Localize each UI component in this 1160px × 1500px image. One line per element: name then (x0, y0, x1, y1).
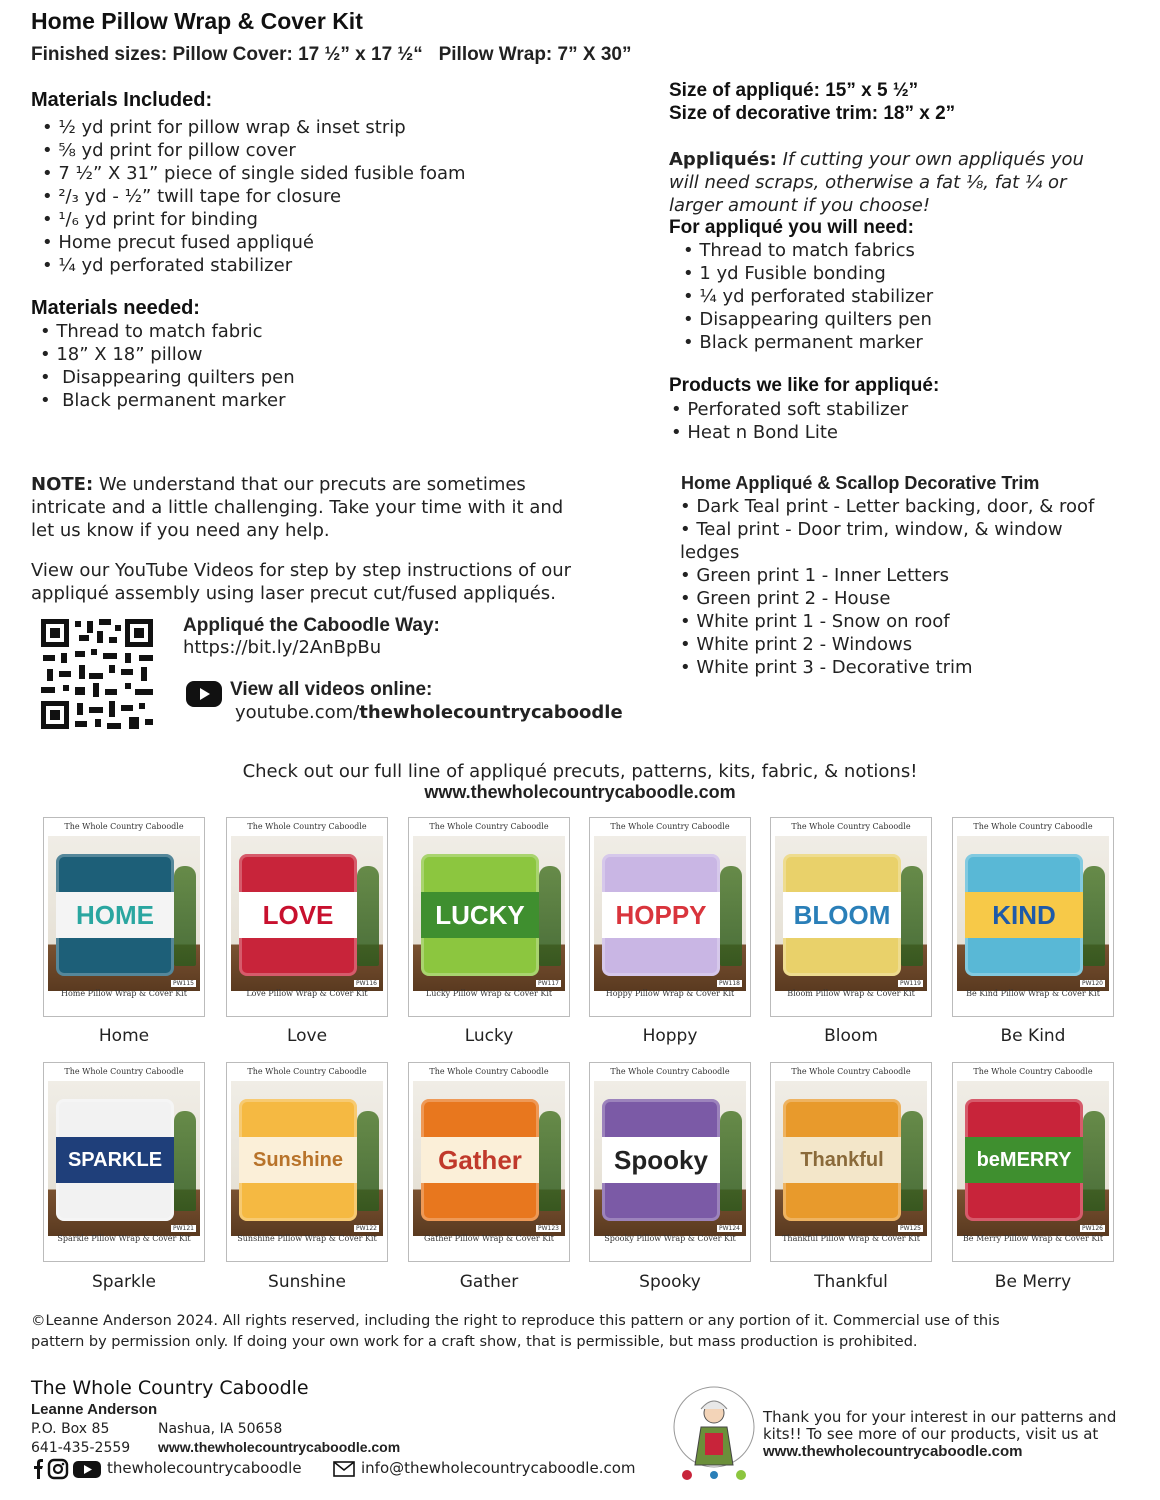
materials-needed-heading: Materials needed: (31, 297, 200, 319)
email[interactable]: info@thewholecountrycaboodle.com (361, 1459, 636, 1477)
applique-size: Size of appliqué: 15” x 5 ½” (669, 80, 919, 101)
product-card[interactable] (589, 1062, 751, 1262)
note-label: NOTE: (31, 474, 94, 495)
product-photo (594, 1081, 746, 1236)
mail-icon (333, 1461, 355, 1477)
pillow-word: Gather (421, 1137, 539, 1183)
product-label: Be Kind (1000, 1026, 1066, 1046)
decor-plant (174, 866, 196, 966)
contact-name: Leanne Anderson (31, 1401, 158, 1418)
pillow-image (602, 1099, 720, 1221)
kit-title: Spooky Pillow Wrap & Cover Kit (604, 1234, 736, 1243)
pillow-word: Spooky (602, 1137, 720, 1183)
product-card[interactable] (770, 817, 932, 1017)
product-photo (957, 1081, 1109, 1236)
list-item: • ¼ yd perforated stabilizer (683, 285, 933, 308)
caboodle-way-title: Appliqué the Caboodle Way: (183, 615, 440, 636)
brand-label: The Whole Country Caboodle (791, 822, 911, 831)
product-label: Love (286, 1026, 328, 1046)
materials-included-heading: Materials Included: (31, 89, 213, 111)
kit-title: Sunshine Pillow Wrap & Cover Kit (237, 1234, 377, 1243)
decor-plant (720, 1111, 742, 1211)
pillow-image (602, 854, 720, 976)
list-item: • Disappearing quilters pen (683, 308, 933, 331)
kit-title: Lucky Pillow Wrap & Cover Kit (425, 989, 553, 998)
appliques-note: Appliqués: If cutting your own appliqués you will need scraps, otherwise a fat ⅛, fat ¼ or larger amount if you choose! (669, 149, 1084, 216)
pillow-word: Thankful (783, 1137, 901, 1183)
product-card[interactable] (43, 817, 205, 1017)
social-icons (31, 1458, 103, 1480)
decor-plant (901, 1111, 923, 1211)
list-item: • Thread to match fabrics (683, 239, 933, 262)
company-name: The Whole Country Caboodle (31, 1377, 309, 1399)
product-photo (957, 836, 1109, 991)
list-item: • ¹/₆ yd print for binding (42, 208, 466, 231)
product-code: PW119 (899, 980, 921, 987)
pillow-image (421, 1099, 539, 1221)
product-code: PW120 (1081, 980, 1103, 987)
finished-sizes: Finished sizes: Pillow Cover: 17 ½” x 17 ½“ Pillow Wrap: 7” X 30” (31, 44, 632, 65)
kit-title: Love Pillow Wrap & Cover Kit (246, 989, 368, 998)
product-code: PW121 (172, 1225, 194, 1232)
brand-label: The Whole Country Caboodle (610, 822, 730, 831)
product-photo (413, 1081, 565, 1236)
product-photo (231, 836, 383, 991)
brand-label: The Whole Country Caboodle (64, 1067, 184, 1076)
catalog-url[interactable]: www.thewholecountrycaboodle.com (424, 782, 736, 802)
product-code: PW122 (355, 1225, 377, 1232)
list-item: • Disappearing quilters pen (40, 366, 295, 389)
product-code: PW126 (1081, 1225, 1103, 1232)
note-block: NOTE: We understand that our precuts are sometimes intricate and a little challenging. Take your time with it and let us know if you need any help. (31, 474, 564, 541)
catalog-line: Check out our full line of appliqué precuts, patterns, kits, fabric, & notions! (242, 761, 918, 782)
brand-label: The Whole Country Caboodle (64, 822, 184, 831)
brand-label: The Whole Country Caboodle (791, 1067, 911, 1076)
list-item: • ⅝ yd print for pillow cover (42, 139, 466, 162)
product-label: Lucky (464, 1026, 514, 1046)
youtube-icon[interactable] (186, 681, 222, 707)
fabric-key-heading: Home Appliqué & Scallop Decorative Trim (681, 473, 1040, 493)
kit-title: Hoppy Pillow Wrap & Cover Kit (605, 989, 735, 998)
brand-label: The Whole Country Caboodle (429, 822, 549, 831)
decor-plant (357, 1111, 379, 1211)
pillow-image (239, 1099, 357, 1221)
product-label: Thankful (814, 1272, 888, 1292)
product-label: Sparkle (91, 1272, 156, 1292)
pillow-image (783, 1099, 901, 1221)
qr-code (39, 617, 157, 731)
product-card[interactable] (770, 1062, 932, 1262)
materials-included-list (42, 116, 466, 277)
product-code: PW115 (172, 980, 194, 987)
product-card[interactable] (226, 817, 388, 1017)
product-photo (775, 836, 927, 991)
decor-plant (539, 1111, 561, 1211)
list-item: • Heat n Bond Lite (671, 421, 908, 444)
list-item: • Perforated soft stabilizer (671, 398, 908, 421)
pillow-word: KIND (965, 892, 1083, 938)
brand-label: The Whole Country Caboodle (247, 822, 367, 831)
facebook-icon (34, 1459, 43, 1479)
product-card[interactable] (589, 817, 751, 1017)
list-item: • 18” X 18” pillow (40, 343, 295, 366)
pillow-image (783, 854, 901, 976)
product-code: PW116 (355, 980, 377, 987)
youtube-intro: View our YouTube Videos for step by step instructions of our appliqué assembly using laser precut cut/fused appliqués. (31, 560, 572, 604)
kit-title: Gather Pillow Wrap & Cover Kit (424, 1234, 554, 1243)
decor-plant (720, 866, 742, 966)
product-photo (594, 836, 746, 991)
youtube-small-icon (73, 1461, 101, 1478)
decor-plant (174, 1111, 196, 1211)
list-item: • ½ yd print for pillow wrap & inset strip (42, 116, 466, 139)
product-label: Spooky (639, 1272, 701, 1292)
pillow-word: SPARKLE (56, 1137, 174, 1183)
brand-label: The Whole Country Caboodle (429, 1067, 549, 1076)
pillow-word: HOME (56, 892, 174, 938)
decor-plant (1083, 1111, 1105, 1211)
product-code: PW125 (899, 1225, 921, 1232)
brand-label: The Whole Country Caboodle (973, 1067, 1093, 1076)
kit-title: Home Pillow Wrap & Cover Kit (60, 989, 187, 998)
social-handle[interactable]: thewholecountrycaboodle (107, 1459, 302, 1477)
footer-web[interactable]: www.thewholecountrycaboodle.com (158, 1439, 401, 1455)
pillow-image (965, 1099, 1083, 1221)
caboodle-way-link[interactable]: https://bit.ly/2AnBpBu (183, 637, 382, 658)
page-title: Home Pillow Wrap & Cover Kit (31, 8, 363, 34)
brand-label: The Whole Country Caboodle (247, 1067, 367, 1076)
pillow-word: BLOOM (783, 892, 901, 938)
materials-needed-list (40, 320, 295, 412)
product-photo (48, 1081, 200, 1236)
all-videos-title: View all videos online: (230, 679, 433, 700)
kit-title: Thankful Pillow Wrap & Cover Kit (782, 1234, 920, 1243)
product-code: PW124 (718, 1225, 740, 1232)
decor-plant (357, 866, 379, 966)
pillow-word: Sunshine (239, 1137, 357, 1183)
appliques-label: Appliqués: (669, 149, 777, 170)
products-list (671, 398, 908, 444)
product-label: Hoppy (642, 1026, 698, 1046)
list-item: • Black permanent marker (683, 331, 933, 354)
list-item: • 1 yd Fusible bonding (683, 262, 933, 285)
decor-plant (539, 866, 561, 966)
product-label: Bloom (824, 1026, 878, 1046)
decor-plant (1083, 866, 1105, 966)
caboodle-logo (671, 1383, 757, 1483)
product-label: Sunshine (268, 1272, 346, 1292)
list-item: • Thread to match fabric (40, 320, 295, 343)
applique-needs-list (683, 239, 933, 354)
product-photo (413, 836, 565, 991)
trim-size: Size of decorative trim: 18” x 2” (669, 103, 956, 124)
product-label: Home (98, 1026, 150, 1046)
pillow-word: LOVE (239, 892, 357, 938)
product-card[interactable] (952, 1062, 1114, 1262)
for-applique-heading: For appliqué you will need: (669, 217, 914, 238)
pillow-image (421, 854, 539, 976)
pillow-word: HOPPY (602, 892, 720, 938)
pillow-image (965, 854, 1083, 976)
product-card[interactable] (43, 1062, 205, 1262)
phone: 641-435-2559 (31, 1440, 131, 1456)
list-item: • Home precut fused appliqué (42, 231, 466, 254)
product-card[interactable] (226, 1062, 388, 1262)
pillow-image (56, 1099, 174, 1221)
product-label: Be Merry (994, 1272, 1072, 1292)
po-box: P.O. Box 85 (31, 1421, 110, 1437)
list-item: • 7 ½” X 31” piece of single sided fusible foam (42, 162, 466, 185)
product-card[interactable] (408, 817, 570, 1017)
pillow-word: beMERRY (965, 1137, 1083, 1183)
all-videos-link[interactable]: youtube.com/thewholecountrycaboodle (235, 702, 623, 723)
pillow-image (239, 854, 357, 976)
product-code: PW118 (718, 980, 740, 987)
product-photo (231, 1081, 383, 1236)
product-code: PW117 (537, 980, 559, 987)
fabric-key-list: • Dark Teal print - Letter backing, door, & roof • Teal print - Door trim, window, & window ledges • Green print 1 - Inner Letters • Green print 2 - House • White print 1 - Snow on roof • White print 2 - Windows • White print 3 - Decorative trim (680, 496, 1095, 678)
product-card[interactable] (408, 1062, 570, 1262)
thanks-note: Thank you for your interest in our patterns and kits!! To see more of our products, visit us at www.thewholecountrycaboodle.com (763, 1408, 1117, 1460)
pillow-word: LUCKY (421, 892, 539, 938)
brand-label: The Whole Country Caboodle (610, 1067, 730, 1076)
list-item: • Black permanent marker (40, 389, 295, 412)
brand-label: The Whole Country Caboodle (973, 822, 1093, 831)
copyright: ©Leanne Anderson 2024. All rights reserved, including the right to reproduce this pattern or any portion of it. Commercial use of this pattern by permission only. If doing your own work for a craft show, that is permissible, but mass production is prohibited. (31, 1313, 1000, 1350)
product-photo (48, 836, 200, 991)
kit-title: Be Kind Pillow Wrap & Cover Kit (966, 989, 1100, 998)
product-photo (775, 1081, 927, 1236)
instagram-icon (49, 1460, 67, 1478)
pillow-image (56, 854, 174, 976)
city: Nashua, IA 50658 (158, 1421, 283, 1437)
products-heading: Products we like for appliqué: (669, 375, 940, 396)
kit-title: Bloom Pillow Wrap & Cover Kit (787, 989, 915, 998)
product-label: Gather (459, 1272, 519, 1292)
product-card[interactable] (952, 817, 1114, 1017)
list-item: • ¼ yd perforated stabilizer (42, 254, 466, 277)
decor-plant (901, 866, 923, 966)
kit-title: Sparkle Pillow Wrap & Cover Kit (57, 1234, 191, 1243)
product-code: PW123 (537, 1225, 559, 1232)
kit-title: Be Merry Pillow Wrap & Cover Kit (962, 1234, 1104, 1243)
list-item: • ²/₃ yd - ½” twill tape for closure (42, 185, 466, 208)
